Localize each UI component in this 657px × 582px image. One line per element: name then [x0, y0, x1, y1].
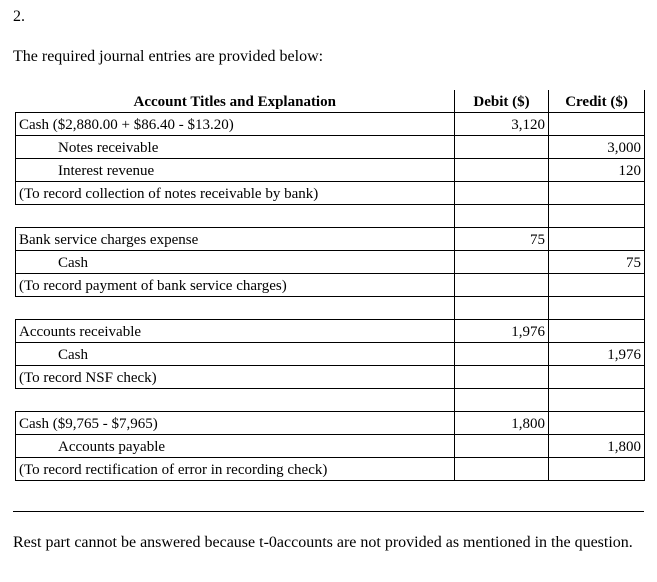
credit-cell: 75: [549, 251, 645, 274]
table-row-blank: [16, 205, 645, 228]
table-row: [16, 182, 645, 205]
credit-cell: [549, 366, 645, 389]
table-header-row: [16, 90, 645, 113]
debit-cell: [455, 136, 549, 159]
account-cell: Accounts receivable: [16, 320, 455, 343]
debit-cell: [455, 205, 549, 228]
debit-cell: [455, 182, 549, 205]
account-cell: [16, 205, 455, 228]
credit-cell: [549, 205, 645, 228]
explanation-cell: (To record collection of notes receivable by bank): [16, 182, 455, 205]
explanation-cell: (To record payment of bank service charges): [16, 274, 455, 297]
credit-cell: [549, 412, 645, 435]
credit-cell: 120: [549, 159, 645, 182]
divider-line: [13, 511, 644, 512]
header-credit: Credit ($): [549, 90, 645, 113]
table-row: [16, 228, 645, 251]
credit-cell: [549, 182, 645, 205]
credit-cell: [549, 274, 645, 297]
debit-cell: 1,800: [455, 412, 549, 435]
credit-cell: 1,800: [549, 435, 645, 458]
account-cell: Accounts payable: [16, 435, 455, 458]
debit-cell: 75: [455, 228, 549, 251]
table-row: [16, 343, 645, 366]
credit-cell: [549, 320, 645, 343]
credit-cell: [549, 389, 645, 412]
question-number: 2.: [13, 8, 25, 25]
table-row-blank: [16, 297, 645, 320]
debit-cell: 3,120: [455, 113, 549, 136]
account-cell: [16, 389, 455, 412]
explanation-cell: (To record NSF check): [16, 366, 455, 389]
header-debit: Debit ($): [455, 90, 549, 113]
table-row: [16, 435, 645, 458]
account-cell: [16, 297, 455, 320]
closing-note: Rest part cannot be answered because t-0accounts are not provided as mentioned in the question.: [13, 534, 633, 551]
table-row: [16, 113, 645, 136]
account-cell: Notes receivable: [16, 136, 455, 159]
table-row: [16, 366, 645, 389]
debit-cell: [455, 251, 549, 274]
account-cell: Bank service charges expense: [16, 228, 455, 251]
intro-text: The required journal entries are provided below:: [13, 48, 324, 65]
table-row: [16, 136, 645, 159]
credit-cell: 1,976: [549, 343, 645, 366]
table-row: [16, 274, 645, 297]
journal-entries-table: [15, 90, 645, 481]
debit-cell: [455, 389, 549, 412]
debit-cell: [455, 366, 549, 389]
debit-cell: [455, 458, 549, 481]
table-row: [16, 251, 645, 274]
header-account: Account Titles and Explanation: [16, 90, 455, 113]
table-row-blank: [16, 389, 645, 412]
credit-cell: [549, 297, 645, 320]
table-row: [16, 412, 645, 435]
table-row: [16, 159, 645, 182]
debit-cell: [455, 297, 549, 320]
debit-cell: [455, 435, 549, 458]
debit-cell: 1,976: [455, 320, 549, 343]
debit-cell: [455, 274, 549, 297]
explanation-cell: (To record rectification of error in recording check): [16, 458, 455, 481]
account-cell: Cash ($9,765 - $7,965): [16, 412, 455, 435]
credit-cell: [549, 458, 645, 481]
table-row: [16, 458, 645, 481]
account-cell: Cash: [16, 251, 455, 274]
account-cell: Cash ($2,880.00 + $86.40 - $13.20): [16, 113, 455, 136]
debit-cell: [455, 343, 549, 366]
credit-cell: [549, 113, 645, 136]
account-cell: Cash: [16, 343, 455, 366]
credit-cell: [549, 228, 645, 251]
table-row: [16, 320, 645, 343]
account-cell: Interest revenue: [16, 159, 455, 182]
debit-cell: [455, 159, 549, 182]
credit-cell: 3,000: [549, 136, 645, 159]
